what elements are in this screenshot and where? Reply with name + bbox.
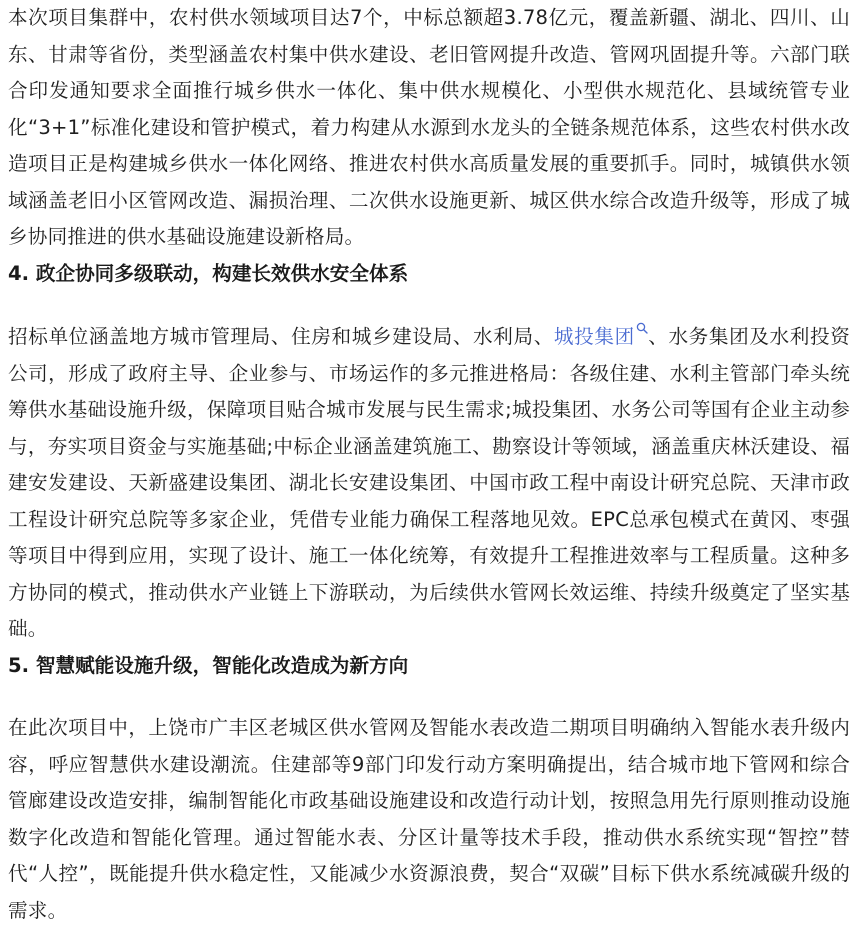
paragraph-rural-water-supply: 本次项目集群中，农村供水领域项目达7个，中标总额超3.78亿元，覆盖新疆、湖北、四川、山东、甘肃等省份，类型涵盖农村集中供水建设、老旧管网提升改造、管网巩固提升等。六部门联合印发通知要求全面推行城乡供水一体化、集中供水规模化、小型供水规范化、县域统管专业化“3+1”标准化建设和管护模式，着力构建从水源到水龙头的全链条规范体系，这些农村供水改造项目正是构建城乡供水一体化网络、推进农村供水高质量发展的重要抓手。同时，城镇供水领域涵盖老旧小区管网改造、漏损治理、二次供水设施更新、城区供水综合改造升级等，形成了城乡协同推进的供水基础设施建设新格局。 [8, 6, 850, 248]
paragraph-smart-water: 在此次项目中，上饶市广丰区老城区供水管网及智能水表改造二期项目明确纳入智能水表升级内容，呼应智慧供水建设潮流。住建部等9部门印发行动方案明确提出，结合城市地下管网和综合管廊建设改造安排，编制智能化市政基础设施建设和改造行动计划，按照急用先行原则推动设施数字化改造和智能化管理。通过智能水表、分区计量等技术手段，推动供水系统实现“智控”替代“人控”，既能提升供水稳定性，又能减少水资源浪费，契合“双碳”目标下供水系统减碳升级的需求。 [8, 716, 850, 922]
paragraph-gov-enterprise-collaboration [8, 319, 850, 648]
article-body [8, 0, 850, 929]
section-heading-5: 5. 智慧赋能设施升级，智能化改造成为新方向 [8, 653, 409, 677]
paragraph-text-after-link: 、水务集团及水利投资公司，形成了政府主导、企业参与、市场运作的多元推进格局：各级住建、水利主管部门牵头统筹供水基础设施升级，保障项目贴合城市发展与民生需求;城投集团、水务公司等国有企业主动参与，夯实项目资金与实施基础;中标企业涵盖建筑施工、勘察设计等领域，涵盖重庆林沃建设、福建安发建设、天新盛建设集团、湖北长安建设集团、中国市政工程中南设计研究总院、天津市政工程设计研究总院等多家企业，凭借专业能力确保工程落地见效。EPC总承包模式在黄冈、枣强等项目中得到应用，实现了设计、施工一体化统筹，有效提升工程推进效率与工程质量。这种多方协同的模式，推动供水产业链上下游联动，为后续供水管网长效运维、持续升级奠定了坚实基础。 [8, 325, 851, 640]
section-heading-4: 4. 政企协同多级联动，构建长效供水安全体系 [8, 261, 409, 285]
paragraph-text-before-link: 招标单位涵盖地方城市管理局、住房和城乡建设局、水利局、 [8, 325, 554, 348]
search-icon[interactable] [636, 322, 648, 334]
city-investment-group-link[interactable] [554, 325, 648, 348]
link-text[interactable]: 城投集团 [553, 325, 635, 348]
